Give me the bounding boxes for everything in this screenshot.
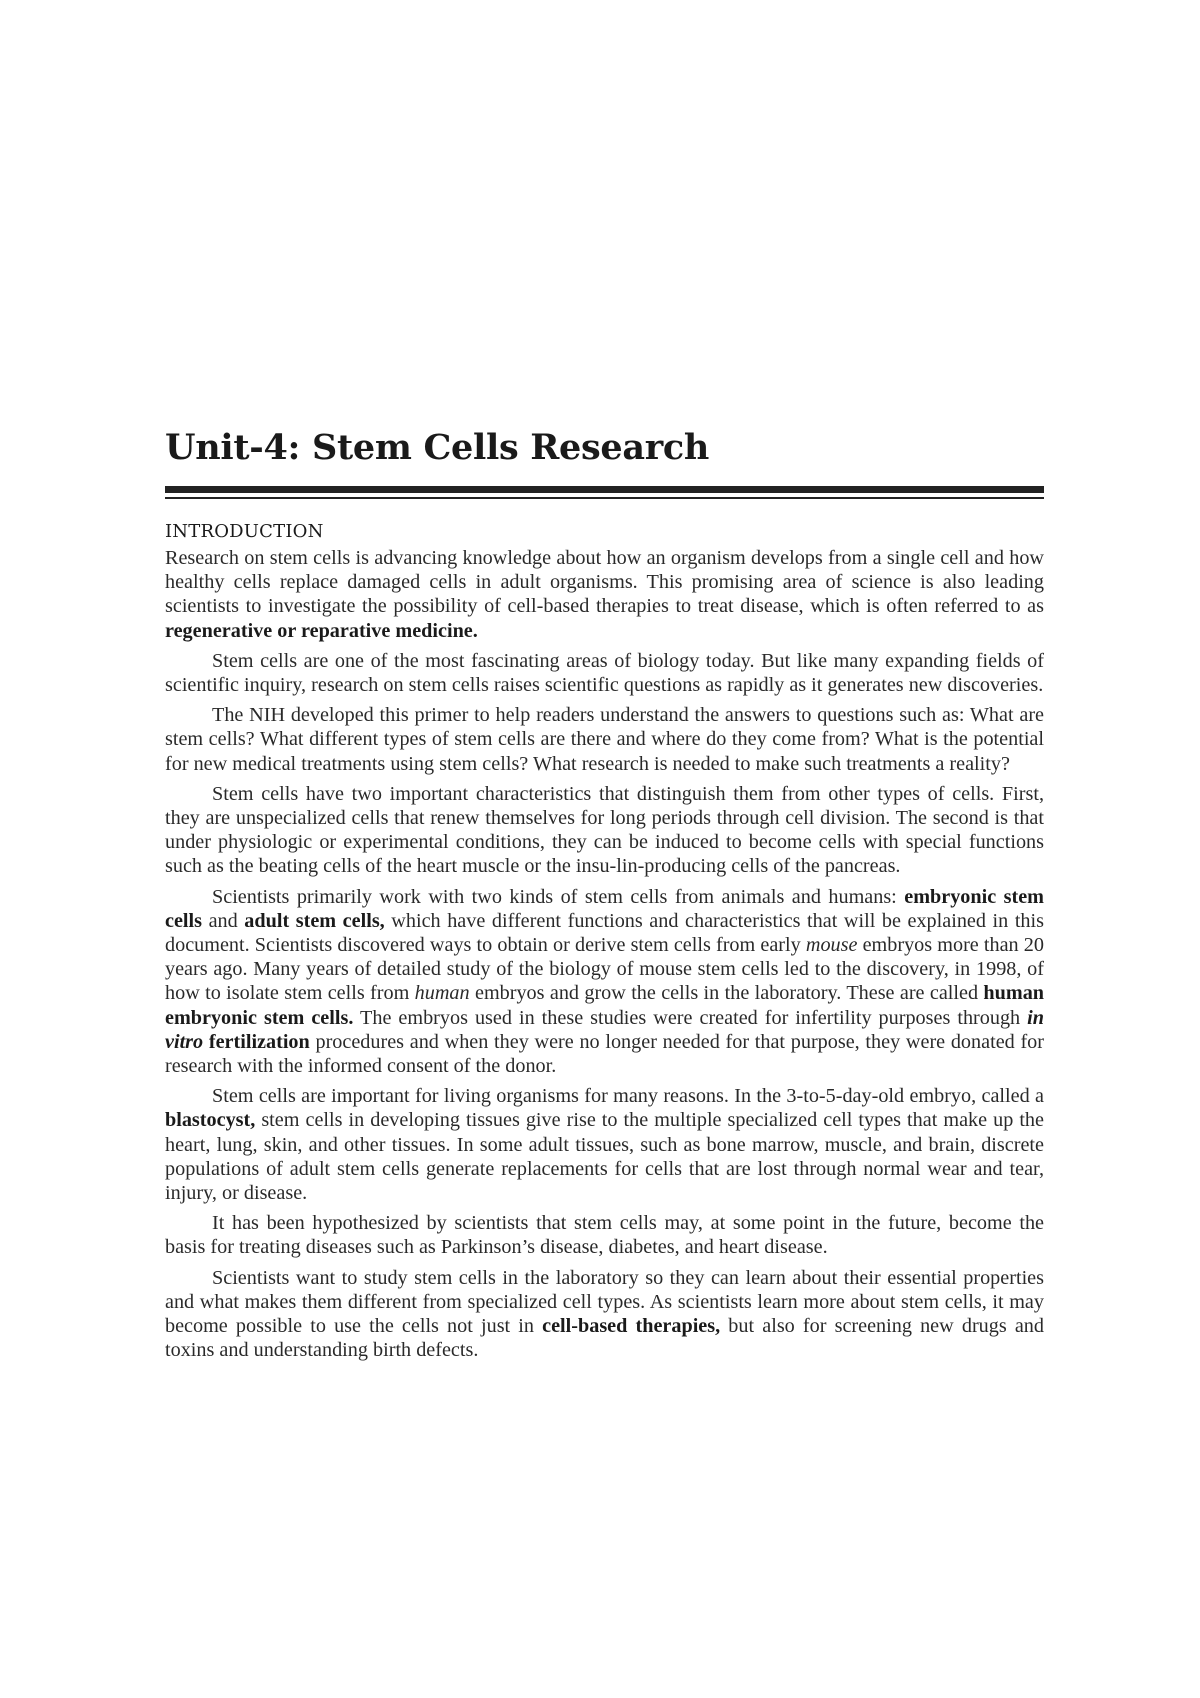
paragraph-6 xyxy=(165,1084,1044,1205)
paragraph-text: and xyxy=(202,909,245,932)
paragraph-text: Stem cells have two important characteristics that distinguish them from other types of cells. First, they are unspecialized cells that renew themselves for long periods through cell division. The second is that under physiologic or experimental conditions, they can be induced to become cells with special functions such as the beating cells of the heart muscle or the insu-lin-producing cells of the pancreas. xyxy=(165,782,1044,878)
paragraph-text: which have different functions and characteristics that will be explained in this document. Scientists discovered ways to obtain or derive stem cells from early xyxy=(165,909,1044,957)
bold-term: regenerative or reparative medicine. xyxy=(165,619,478,642)
paragraph-1 xyxy=(165,546,1044,643)
paragraph-text: Stem cells are one of the most fascinating areas of biology today. But like many expanding fields of scientific inquiry, research on stem cells raises scientific questions as rapidly as it generates new discoveries. xyxy=(165,649,1044,697)
paragraph-text: The NIH developed this primer to help readers understand the answers to questions such as: What are stem cells? What different types of stem cells are there and where do they come from? What is the potential for new medical treatments using stem cells? What research is needed to make such treatments a reality? xyxy=(165,704,1044,775)
paragraph-text: Scientists want to study stem cells in the laboratory so they can learn about their essential properties and what makes them different from specialized cell types. As scientists learn more about stem cells, it may become possible to use the cells not just in xyxy=(165,1266,1044,1338)
paragraph-text: Research on stem cells is advancing knowledge about how an organism develops from a single cell and how healthy cells replace damaged cells in adult organisms. This promising area of science is also leading scientists to investigate the possibility of cell-based therapies to treat disease, which is often referred to as xyxy=(165,547,1044,618)
paragraph-2 xyxy=(165,649,1044,697)
paragraph-text: procedures and when they were no longer needed for that purpose, they were donated for research with the informed consent of the donor. xyxy=(165,1030,1044,1078)
italic-term: human xyxy=(414,982,470,1005)
paragraph-3 xyxy=(165,703,1044,776)
paragraph-text: stem cells in developing tissues give rise to the multiple specialized cell types that make up the heart, lung, skin, and other tissues. In some adult tissues, such as bone marrow, muscle, and brain, discrete populations of adult stem cells generate replacements for cells that are lost through normal wear and tear, injury, or disease. xyxy=(165,1109,1044,1205)
title-rule-thin xyxy=(165,497,1044,499)
paragraph-8 xyxy=(165,1266,1044,1363)
unit-title: Unit-4: Stem Cells Research xyxy=(165,427,710,468)
paragraph-text: embryos more than 20 years ago. Many years of detailed study of the biology of mouse stem cells led to the discovery, in 1998, of how to isolate stem cells from xyxy=(165,934,1044,1005)
paragraph-text: embryos and grow the cells in the laboratory. These are called xyxy=(469,982,984,1005)
document-body xyxy=(165,520,1044,1369)
paragraph-text: It has been hypothesized by scientists that stem cells may, at some point in the future, become the basis for treating diseases such as Parkinson’s disease, diabetes, and heart disease. xyxy=(165,1212,1044,1259)
bold-italic-term: in vitro xyxy=(165,1006,1044,1053)
bold-term: adult stem cells, xyxy=(244,909,385,932)
paragraph-5 xyxy=(165,885,1044,1079)
section-heading: INTRODUCTION xyxy=(165,521,324,542)
bold-term-suffix: fertilization xyxy=(203,1030,310,1053)
paragraph-text: The embryos used in these studies were created for infertility purposes through xyxy=(353,1006,1028,1029)
bold-term: human embryonic stem cells. xyxy=(165,982,1045,1029)
italic-term: mouse xyxy=(805,934,858,957)
bold-term: blastocyst, xyxy=(165,1109,256,1132)
paragraph-text: Scientists primarily work with two kinds of stem cells from animals and humans: xyxy=(212,885,905,908)
paragraph-text: but also for screening new drugs and toxins and understanding birth defects. xyxy=(165,1315,1044,1362)
bold-term: embryonic stem cells xyxy=(165,885,1044,932)
paragraph-4 xyxy=(165,782,1044,879)
paragraph-text: Stem cells are important for living organisms for many reasons. In the 3-to-5-day-old embryo, called a xyxy=(212,1085,1044,1108)
title-rule-thick xyxy=(165,486,1044,493)
bold-term: cell-based therapies, xyxy=(542,1315,721,1338)
paragraph-7 xyxy=(165,1211,1044,1259)
